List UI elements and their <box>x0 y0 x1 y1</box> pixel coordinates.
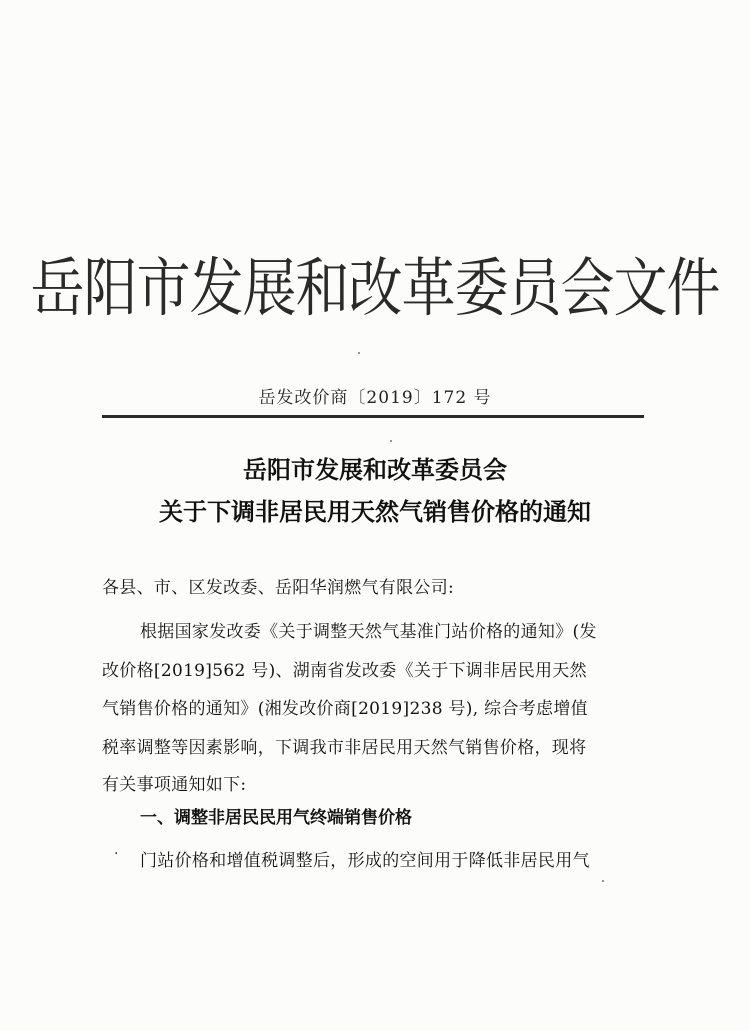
addressee-line: 各县、市、区发改委、岳阳华润燃气有限公司: <box>102 578 455 598</box>
paragraph-line: 税率调整等因素影响，下调我市非居民用天然气销售价格，现将 <box>102 738 587 758</box>
document-org-header: 岳阳市发展和改革委员会文件 <box>30 250 720 326</box>
paragraph-line: 改价格[2019]562 号)、湖南省发改委《关于下调非居民用天然 <box>102 661 587 681</box>
document-title-line-1: 岳阳市发展和改革委员会 <box>243 456 507 484</box>
header-divider-rule <box>102 415 644 418</box>
scan-speck <box>602 880 604 882</box>
paragraph-line: 根据国家发改委《关于调整天然气基准门站价格的通知》(发 <box>140 622 597 642</box>
scan-speck <box>390 440 392 442</box>
scan-speck <box>358 352 360 354</box>
scan-mark: · <box>114 846 119 862</box>
paragraph-line: 有关事项通知如下: <box>102 775 247 795</box>
paragraph-line: 气销售价格的通知》(湘发改价商[2019]238 号), 综合考虑增值 <box>102 699 588 719</box>
document-title-line-2: 关于下调非居民用天然气销售价格的通知 <box>159 498 591 526</box>
section-heading: 一、调整非居民民用气终端销售价格 <box>140 808 412 828</box>
section-first-line: 门站价格和增值税调整后，形成的空间用于降低非居民用气 <box>140 851 590 871</box>
document-number: 岳发改价商〔2019〕172 号 <box>258 388 492 408</box>
